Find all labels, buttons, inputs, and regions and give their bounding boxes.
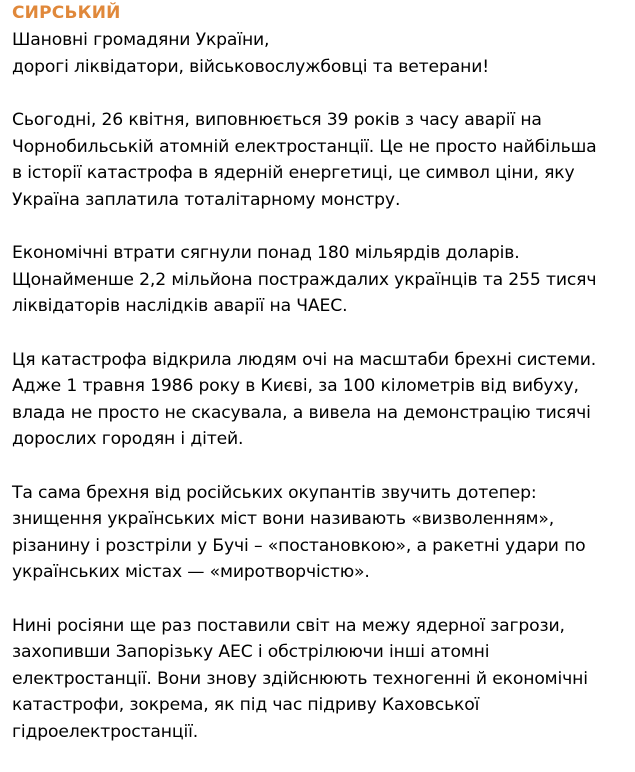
message-text-line: ліквідаторів наслідків аварії на ЧАЕС. xyxy=(12,296,348,316)
message-text-line: дорогі ліквідатори, військовослужбовці та ветерани! xyxy=(12,56,489,77)
message-text-line: дорослих городян і дітей. xyxy=(12,429,244,449)
message-post xyxy=(12,2,632,772)
message-text-line: Щонайменше 2,2 мільйона постраждалих українців та 255 тисяч xyxy=(12,269,597,290)
message-paragraph xyxy=(12,613,632,746)
message-text-line: Україна заплатила тоталітарному монстру. xyxy=(12,189,401,210)
message-text-line: Шановні громадяни України, xyxy=(12,30,270,50)
message-text-line: знищення українських міст вони називають «визволенням», xyxy=(12,509,555,529)
message-paragraph xyxy=(12,480,632,586)
message-text-line: Сьогодні, 26 квітня, виповнюється 39 років з часу аварії на xyxy=(12,110,542,130)
message-text-line: Чорнобильській атомній електростанції. Це не просто найбільша xyxy=(12,136,597,157)
message-text-line: різанину і розстріли у Бучі – «постановкою», а ракетні удари по xyxy=(12,535,586,556)
message-text-line: катастрофи, зокрема, як під час підриву Каховської xyxy=(12,695,480,715)
message-text-line: електростанції. Вони знову здійснюють техногенні й економічні xyxy=(12,668,588,689)
message-text-line: Економічні втрати сягнули понад 180 мільярдів доларів. xyxy=(12,243,520,263)
message-paragraph xyxy=(12,347,632,453)
message-paragraph xyxy=(12,27,632,80)
message-text-line: гідроелектростанції. xyxy=(12,721,199,742)
message-text-line: Та сама брехня від російських окупантів звучить дотепер: xyxy=(12,482,537,503)
message-paragraph xyxy=(12,240,632,320)
message-text-line: в історії катастрофа в ядерній енергетиці, це символ ціни, яку xyxy=(12,163,575,183)
message-text-line: Адже 1 травня 1986 року в Києві, за 100 кілометрів від вибуху, xyxy=(12,376,579,396)
message-text-line: Нині росіяни ще раз поставили світ на межу ядерної загрози, xyxy=(12,615,565,636)
message-body xyxy=(12,27,632,745)
message-text-line: влада не просто не скасувала, а вивела на демонстрацію тисячі xyxy=(12,402,591,423)
message-paragraph xyxy=(12,107,632,213)
message-text-line: українських містах — «миротворчістю». xyxy=(12,562,370,582)
author-name[interactable]: СИРСЬКИЙ xyxy=(12,3,121,23)
message-text-line: Ця катастрофа відкрила людям очі на масштаби брехні системи. xyxy=(12,349,597,370)
message-text-line: захопивши Запорізьку АЕС і обстрілюючи інші атомні xyxy=(12,642,490,662)
